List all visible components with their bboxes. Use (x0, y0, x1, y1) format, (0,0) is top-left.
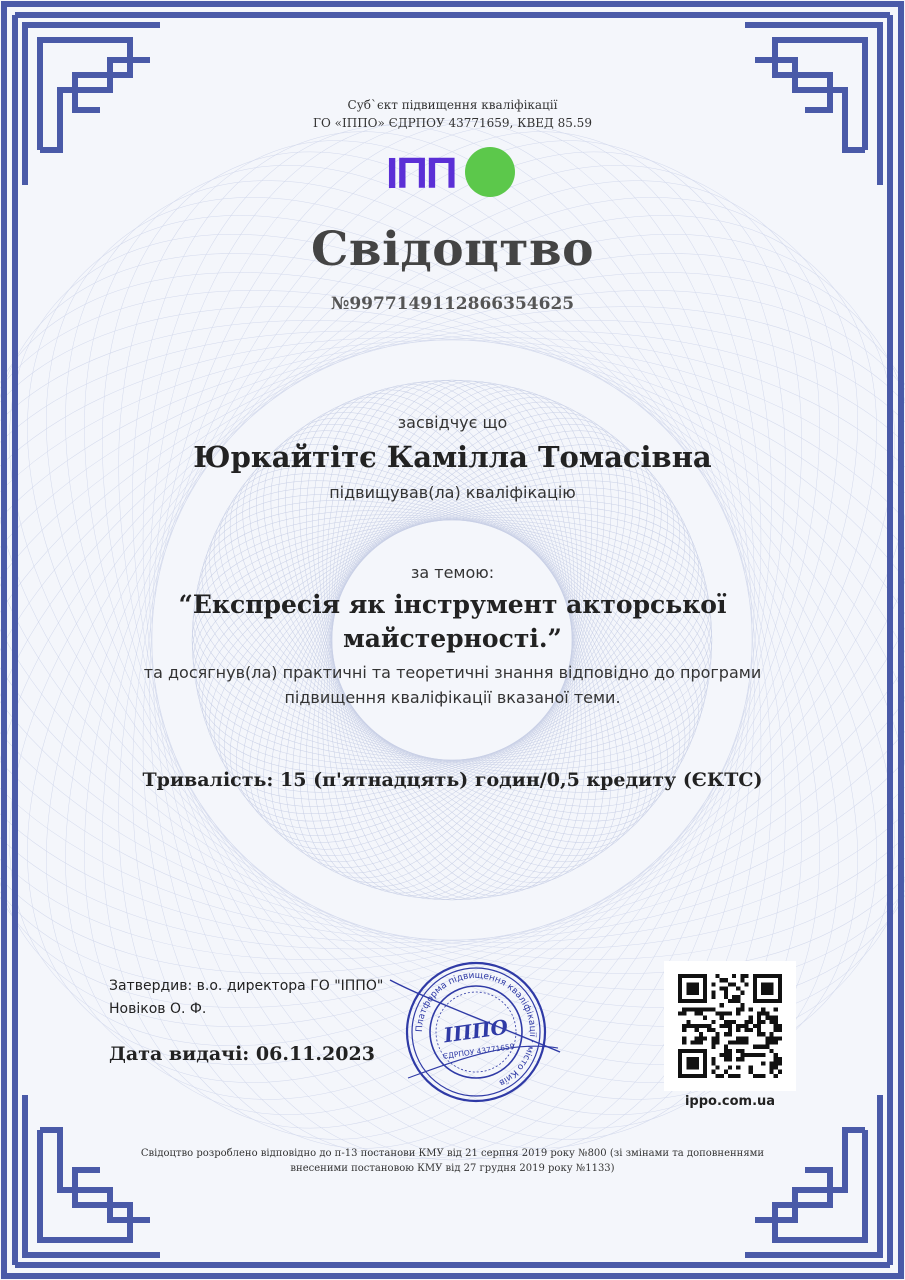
raised-qualification-text: підвищував(ла) кваліфікацію (329, 483, 576, 502)
issuer-line-1: Суб`єкт підвищення кваліфікації (347, 98, 558, 112)
seal-center-text: ІППО (442, 1014, 510, 1048)
approved-by: Затвердив: в.о. директора ГО "ІППО" (109, 978, 384, 994)
signatory-name: Новіков О. Ф. (109, 1001, 207, 1017)
certificate-number: №9977149112866354625 (330, 294, 575, 314)
approval-block (109, 975, 383, 1021)
course-topic: “Експресія як інструмент акторської майстерності.” (178, 590, 727, 653)
logo-text: ІПП (386, 149, 456, 198)
official-seal (388, 960, 563, 1105)
certifies-text: засвідчує що (397, 413, 508, 432)
seal-ring-text: Платформа підвищення кваліфікації · місто Київ (414, 970, 538, 1088)
logo-circle (465, 147, 515, 197)
website-link[interactable]: ippo.com.ua (684, 1094, 776, 1109)
course-duration: Тривалість: 15 (п'ятнадцять) годин/0,5 кредиту (ЄКТС) (142, 769, 763, 791)
certificate-title: Свідоцтво (311, 222, 594, 277)
qr-code[interactable] (678, 974, 782, 1078)
issuer-info (0, 96, 905, 132)
topic-label: за темою: (410, 563, 495, 582)
issue-date: Дата видачі: 06.11.2023 (109, 1043, 375, 1065)
issuer-line-2: ГО «ІППО» ЄДРПОУ 43771659, КВЕД 85.59 (313, 116, 592, 130)
seal-inner-text: ЄДРПОУ 43771659 (442, 1041, 516, 1061)
achievement-text: та досягнув(ла) практичні та теоретичні знання відповідно до програми підвищення кваліфікації вказаної теми. (143, 663, 762, 707)
recipient-name: Юркайтітє Камілла Томасівна (193, 440, 712, 474)
ippo-logo (386, 146, 518, 200)
legal-footer: Свідоцтво розроблено відповідно до п-13 постанови КМУ від 21 серпня 2019 року №800 (зі змінами та доповненнями внесеними постановою КМУ від 27 грудня 2019 року №1133) (140, 1148, 765, 1174)
